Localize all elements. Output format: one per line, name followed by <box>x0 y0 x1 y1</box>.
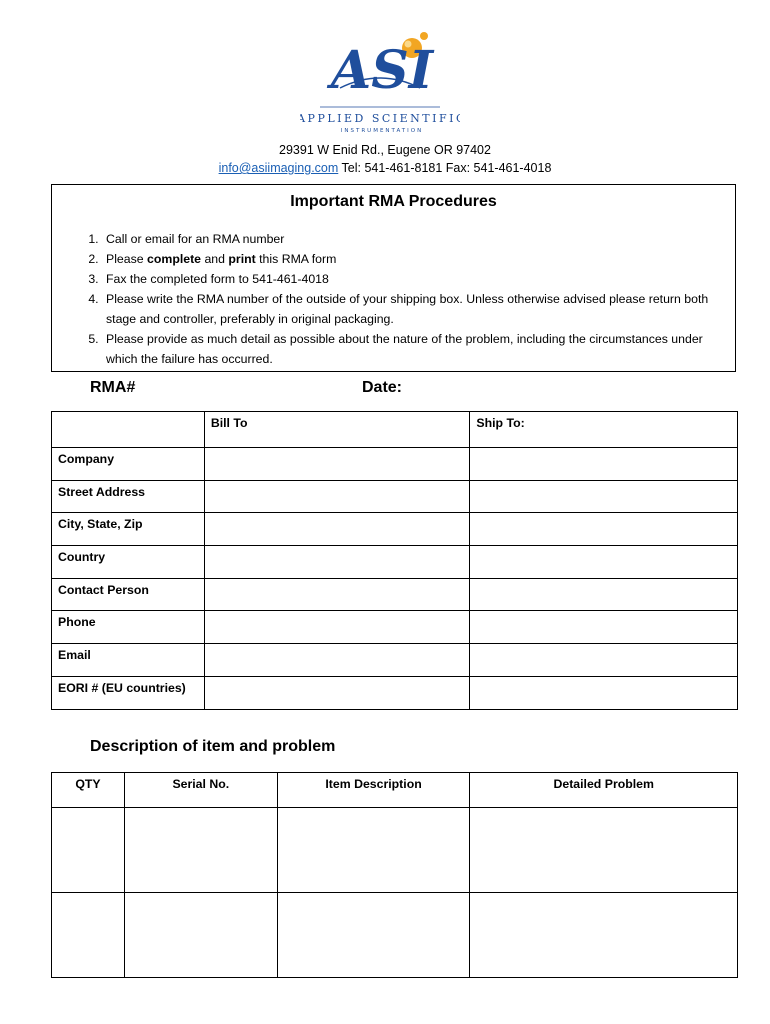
row-label-street: Street Address <box>52 480 205 513</box>
logo-mark: ASI <box>330 40 434 101</box>
item-description-header: Item Description <box>277 773 470 808</box>
contact-line <box>0 159 770 177</box>
item-description-field[interactable] <box>277 808 470 893</box>
procedures-box <box>51 184 736 372</box>
ship-to-header: Ship To: <box>470 412 738 448</box>
table-row <box>52 644 738 677</box>
serial-field[interactable] <box>124 893 277 978</box>
logo-line2: INSTRUMENTATION <box>340 128 424 134</box>
row-label-company: Company <box>52 448 205 481</box>
bill-to-eori-field[interactable] <box>204 676 470 709</box>
detailed-problem-field[interactable] <box>470 893 738 978</box>
bill-to-street-field[interactable] <box>204 480 470 513</box>
phone-fax: Tel: 541-461-8181 Fax: 541-461-4018 <box>338 161 552 175</box>
procedure-item: 1. Call or email for an RMA number <box>102 229 727 249</box>
bill-to-contact-field[interactable] <box>204 578 470 611</box>
procedure-item: 4. Please write the RMA number of the outside of your shipping box. Unless otherwise advised please return both stage and controller, preferably in original packaging. <box>102 289 727 329</box>
item-table <box>51 772 738 978</box>
logo-line1: APPLIED SCIENTIFIC <box>300 112 460 125</box>
table-row <box>52 893 738 978</box>
procedures-list <box>62 229 727 369</box>
table-row <box>52 448 738 481</box>
table-row <box>52 611 738 644</box>
row-label-email: Email <box>52 644 205 677</box>
procedure-item: 3. Fax the completed form to 541-461-4018 <box>102 269 727 289</box>
qty-field[interactable] <box>52 893 125 978</box>
row-label-phone: Phone <box>52 611 205 644</box>
bill-to-company-field[interactable] <box>204 448 470 481</box>
bill-to-header: Bill To <box>204 412 470 448</box>
table-row <box>52 808 738 893</box>
table-row <box>52 578 738 611</box>
item-description-field[interactable] <box>277 893 470 978</box>
procedure-item: 5. Please provide as much detail as possible about the nature of the problem, including the circumstances under which the failure has occurred. <box>102 329 727 369</box>
ship-to-contact-field[interactable] <box>470 578 738 611</box>
email-link[interactable]: info@asiimaging.com <box>218 161 339 175</box>
ship-to-street-field[interactable] <box>470 480 738 513</box>
procedure-item: 2. Please complete and print this RMA form <box>102 249 727 269</box>
qty-field[interactable] <box>52 808 125 893</box>
detailed-problem-header: Detailed Problem <box>470 773 738 808</box>
address-table <box>51 411 738 710</box>
street-address: 29391 W Enid Rd., Eugene OR 97402 <box>279 143 491 157</box>
table-row <box>52 546 738 579</box>
ship-to-country-field[interactable] <box>470 546 738 579</box>
asi-logo <box>300 28 460 136</box>
bill-to-city-field[interactable] <box>204 513 470 546</box>
item-table-header <box>52 773 738 808</box>
table-row <box>52 676 738 709</box>
qty-header: QTY <box>52 773 125 808</box>
detailed-problem-field[interactable] <box>470 808 738 893</box>
table-row <box>52 513 738 546</box>
procedures-title: Important RMA Procedures <box>290 193 497 210</box>
row-label-eori: EORI # (EU countries) <box>52 676 205 709</box>
ship-to-eori-field[interactable] <box>470 676 738 709</box>
date-label: Date: <box>362 379 403 396</box>
header-empty-cell <box>52 412 205 448</box>
rma-number-label: RMA# <box>90 379 136 396</box>
row-label-city: City, State, Zip <box>52 513 205 546</box>
row-label-contact: Contact Person <box>52 578 205 611</box>
ship-to-company-field[interactable] <box>470 448 738 481</box>
row-label-country: Country <box>52 546 205 579</box>
company-address <box>0 141 770 177</box>
ship-to-city-field[interactable] <box>470 513 738 546</box>
ship-to-email-field[interactable] <box>470 644 738 677</box>
bill-to-email-field[interactable] <box>204 644 470 677</box>
description-title: Description of item and problem <box>90 738 336 755</box>
bill-to-country-field[interactable] <box>204 546 470 579</box>
address-table-header <box>52 412 738 448</box>
table-row <box>52 480 738 513</box>
serial-field[interactable] <box>124 808 277 893</box>
ship-to-phone-field[interactable] <box>470 611 738 644</box>
bill-to-phone-field[interactable] <box>204 611 470 644</box>
serial-header: Serial No. <box>124 773 277 808</box>
